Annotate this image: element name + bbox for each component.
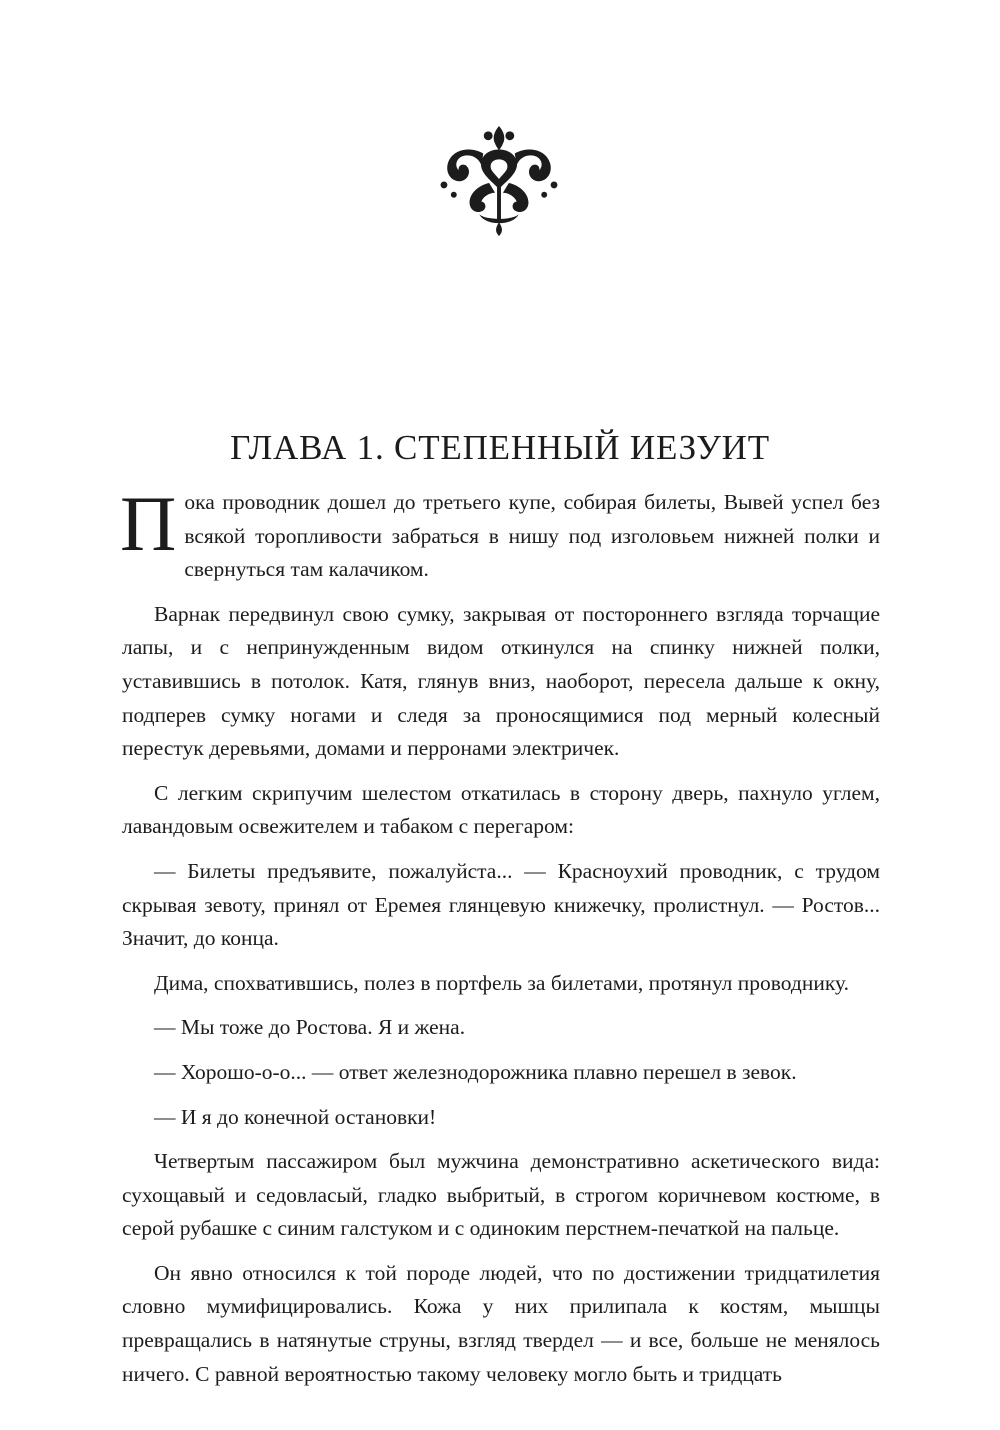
paragraph-text: ока проводник дошел до третьего купе, собирая билеты, Вывей успел без всякой торопливости забраться в нишу под изголовьем нижней полки и свернуться там калачиком. xyxy=(184,490,880,582)
paragraph: — Мы тоже до Ростова. Я и жена. xyxy=(154,1015,466,1040)
paragraph: Он явно относился к той породе людей, что по достижении тридцатилетия словно мумифицировались. Кожа у них прилипала к костям, мышцы превращались в натянутые струны, взгляд твердел — и все, больше не менялось ничего. С равной вероятностью такому человеку могло быть и тридцать xyxy=(122,1260,880,1386)
paragraph: С легким скрипучим шелестом откатилась в сторону дверь, пахнуло углем, лавандовым освежителем и табаком с перегаром: xyxy=(122,780,880,839)
drop-cap: П xyxy=(120,480,177,567)
paragraph: Дима, спохватившись, полез в портфель за билетами, протянул проводнику. xyxy=(154,970,849,995)
floral-ornament-icon xyxy=(440,124,558,238)
paragraph: Четвертым пассажиром был мужчина демонстративно аскетического вида: сухощавый и седовласый, гладко выбритый, в строгом коричневом костюме, в серой рубашке с синим галстуком и с одиноким перстнем-печаткой на пальце. xyxy=(122,1149,880,1241)
chapter-body xyxy=(120,480,880,1402)
chapter-title: ГЛАВА 1. СТЕПЕННЫЙ ИЕЗУИТ xyxy=(230,428,770,467)
paragraph: Варнак передвинул свою сумку, закрывая от постороннего взгляда торчащие лапы, и с непринужденным видом откинулся на спинку нижней полки, уставившись в потолок. Катя, глянув вниз, наоборот, пересела дальше к окну, подперев сумку ногами и следя за проносящимися под мерный колесный перестук деревьями, домами и перронами электричек. xyxy=(122,601,880,761)
paragraph: — И я до конечной остановки! xyxy=(154,1104,437,1129)
paragraph: — Хорошо-о-о... — ответ железнодорожника плавно перешел в зевок. xyxy=(154,1059,797,1084)
paragraph xyxy=(120,480,880,587)
paragraph: — Билеты предъявите, пожалуйста... — Красноухий проводник, с трудом скрывая зевоту, принял от Еремея глянцевую книжечку, пролистнул. — Ростов... Значит, до конца. xyxy=(122,858,880,951)
